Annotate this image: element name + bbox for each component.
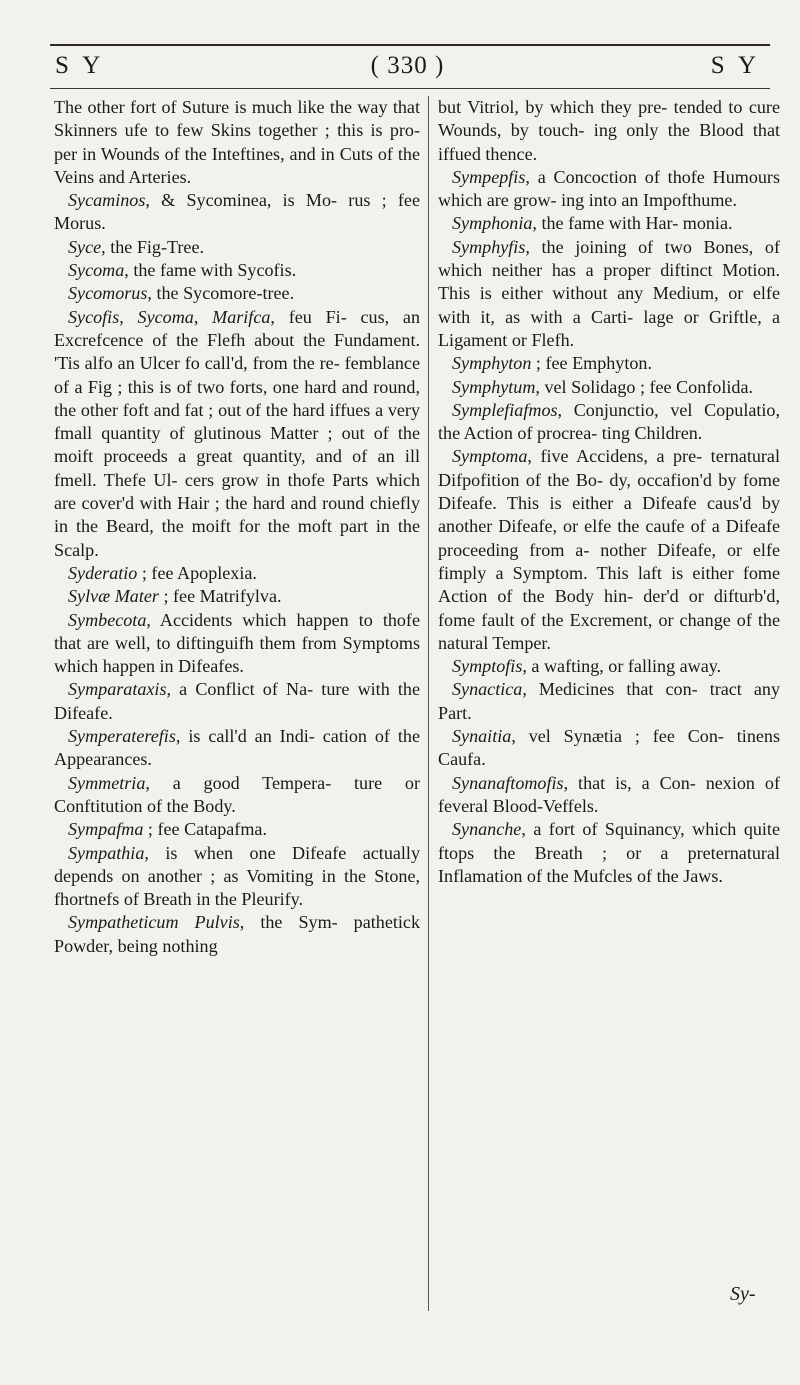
entry-text: , & Sycominea, is Mo- rus ; fee Morus.	[54, 190, 420, 234]
entry-text: , a wafting, or falling away.	[522, 656, 722, 677]
entry-headword: Sylvæ Mater	[68, 586, 159, 607]
entry-headword: Symbecota	[68, 609, 147, 630]
header-left: S Y	[55, 52, 105, 79]
dictionary-entry	[54, 725, 420, 772]
entry-headword: Symparataxis	[68, 679, 167, 700]
entry-headword: Sympafma	[68, 819, 144, 840]
left-column	[54, 96, 420, 958]
dictionary-entry	[54, 562, 420, 585]
dictionary-entry	[438, 376, 780, 399]
dictionary-entry	[54, 259, 420, 282]
entry-headword: Syce	[68, 236, 102, 257]
entry-headword: Sympathia	[68, 842, 145, 863]
entry-text: , feu Fi- cus, an Excrefcence of the Flefh about the Fundament. 'Tis alfo an Ulcer fo call'd, from the re- femblance of a Fig ; this is of two forts, one hard and round, the other foft and fat ; out of the hard iffues a very fmall quantity of glutinous Matter ; out of the moift proceeds a great quantity, and of an ill fmell. Thefe Ul- cers grow in thofe Parts which are cover'd with Hair ; the hard and round chiefly in the Beard, the moift for the moft part in the Scalp.	[54, 306, 420, 560]
entry-text: , the Sym- pathetick Powder, being nothing	[54, 912, 420, 956]
entry-headword: Symperaterefis	[68, 726, 176, 747]
dictionary-entry	[438, 352, 780, 375]
entry-headword: Sympepfis	[452, 166, 526, 187]
dictionary-entry	[438, 96, 780, 166]
entry-text: , five Accidens, a pre- ternatural Difpofition of the Bo- dy, occafion'd by fome Difeafe. This is either a Difeafe caus'd by another Difeafe, or elfe the caufe of a Difeafe proceeding from a- nother Difeafe, or elfe fimply a Symptom. This laft is either fome Action of the Body hin- der'd or difturb'd, fome fault of the Excrement, or change of the natural Temper.	[438, 446, 780, 653]
entry-headword: Symptoma	[452, 446, 528, 467]
dictionary-entry	[54, 842, 420, 912]
entry-headword: Symplefiafmos	[452, 399, 558, 420]
entry-headword: Synactica	[452, 679, 523, 700]
entry-text: , vel Synætia ; fee Con- tinens Caufa.	[438, 726, 780, 770]
dictionary-entry	[438, 166, 780, 213]
entry-text: , the fame with Har- monia.	[532, 213, 733, 234]
entry-headword: Symphytum	[452, 376, 536, 397]
dictionary-entry	[54, 282, 420, 305]
entry-headword: Sycomorus	[68, 283, 148, 304]
entry-text: , Conjunctio, vel Copulatio, the Action of procrea- ting Children.	[438, 399, 780, 444]
entry-text: , Medicines that con- tract any Part.	[438, 679, 780, 723]
entry-headword: Symmetria	[68, 772, 146, 793]
entry-text: , the Sycomore-tree.	[147, 283, 295, 304]
entry-headword: Synanaftomofis	[452, 772, 564, 793]
dictionary-entry	[54, 306, 420, 562]
entry-headword: Sympatheticum Pulvis	[68, 912, 240, 933]
dictionary-entry	[438, 212, 780, 235]
page-number: ( 330 )	[370, 52, 445, 79]
dictionary-entry	[438, 678, 780, 725]
dictionary-entry	[54, 818, 420, 841]
dictionary-entry	[54, 189, 420, 236]
entry-text: , a Concoction of thofe Humours which are grow- ing into an Impofthume.	[438, 166, 780, 211]
entry-text: ; fee Catapafma.	[143, 819, 267, 840]
column-divider	[428, 96, 429, 1311]
running-header	[55, 46, 760, 86]
entry-text: but Vitriol, by which they pre- tended to cure Wounds, by touch- ing only the Blood that iffued thence.	[438, 97, 780, 164]
entry-text: , a fort of Squinancy, which quite ftops the Breath ; or a preternatural Inflamation of the Mufcles of the Jaws.	[438, 819, 780, 886]
dictionary-entry	[54, 772, 420, 819]
entry-text: ; fee Apoplexia.	[137, 562, 257, 583]
entry-text: , a Conflict of Na- ture with the Difeafe.	[54, 679, 420, 723]
entry-text: , the fame with Sycofis.	[124, 260, 297, 281]
right-column	[438, 96, 780, 888]
entry-headword: Symphyfis	[452, 236, 526, 257]
entry-text: , the joining of two Bones, of which neither has a proper diftinct Motion. This is either without any Medium, or elfe with it, as with a Carti- lage or Griftle, a Ligament or Flefh.	[438, 236, 780, 350]
entry-headword: Symphyton	[452, 353, 532, 374]
dictionary-entry	[438, 445, 780, 655]
catchword: Sy-	[730, 1283, 756, 1305]
header-rule	[50, 88, 770, 89]
dictionary-entry	[438, 772, 780, 819]
entry-headword: Symptofis	[452, 656, 523, 677]
dictionary-entry	[438, 236, 780, 352]
entry-headword: Synanche	[452, 819, 522, 840]
entry-text: ; fee Matrifylva.	[158, 586, 282, 607]
entry-headword: Sycaminos	[68, 190, 146, 211]
entry-text: , the Fig-Tree.	[101, 236, 205, 257]
entry-text: , that is, a Con- nexion of feveral Blood-Veffels.	[438, 772, 780, 816]
entry-headword: Sycofis, Sycoma, Marifca	[68, 306, 271, 327]
entry-headword: Sycoma	[68, 260, 125, 281]
dictionary-entry	[54, 236, 420, 259]
entry-text: ; fee Emphyton.	[531, 353, 652, 374]
dictionary-entry	[438, 818, 780, 888]
dictionary-entry	[438, 655, 780, 678]
dictionary-entry	[438, 725, 780, 772]
header-right: S Y	[710, 52, 760, 79]
entry-text: , vel Solidago ; fee Confolida.	[535, 376, 754, 397]
entry-headword: Syderatio	[68, 562, 138, 583]
dictionary-entry	[438, 399, 780, 446]
entry-text: , Accidents which happen to thofe that are well, to diftinguifh them from Symptoms which happen in Difeafes.	[54, 609, 420, 677]
entry-text: , a good Tempera- ture or Conftitution of the Body.	[54, 772, 420, 816]
dictionary-entry	[54, 609, 420, 679]
entry-headword: Symphonia	[452, 213, 533, 234]
entry-text: , is call'd an Indi- cation of the Appearances.	[54, 726, 420, 770]
dictionary-entry	[54, 96, 420, 189]
entry-text: The other fort of Suture is much like the way that Skinners ufe to few Skins together ; this is pro- per in Wounds of the Inteftines, and in Cuts of the Veins and Arteries.	[54, 97, 420, 187]
dictionary-entry	[54, 585, 420, 608]
dictionary-entry	[54, 911, 420, 958]
entry-text: , is when one Difeafe actually depends on another ; as Vomiting in the Stone, fhortnefs of Breath in the Pleurify.	[54, 842, 420, 910]
entry-headword: Synaitia	[452, 726, 512, 747]
dictionary-entry	[54, 678, 420, 725]
